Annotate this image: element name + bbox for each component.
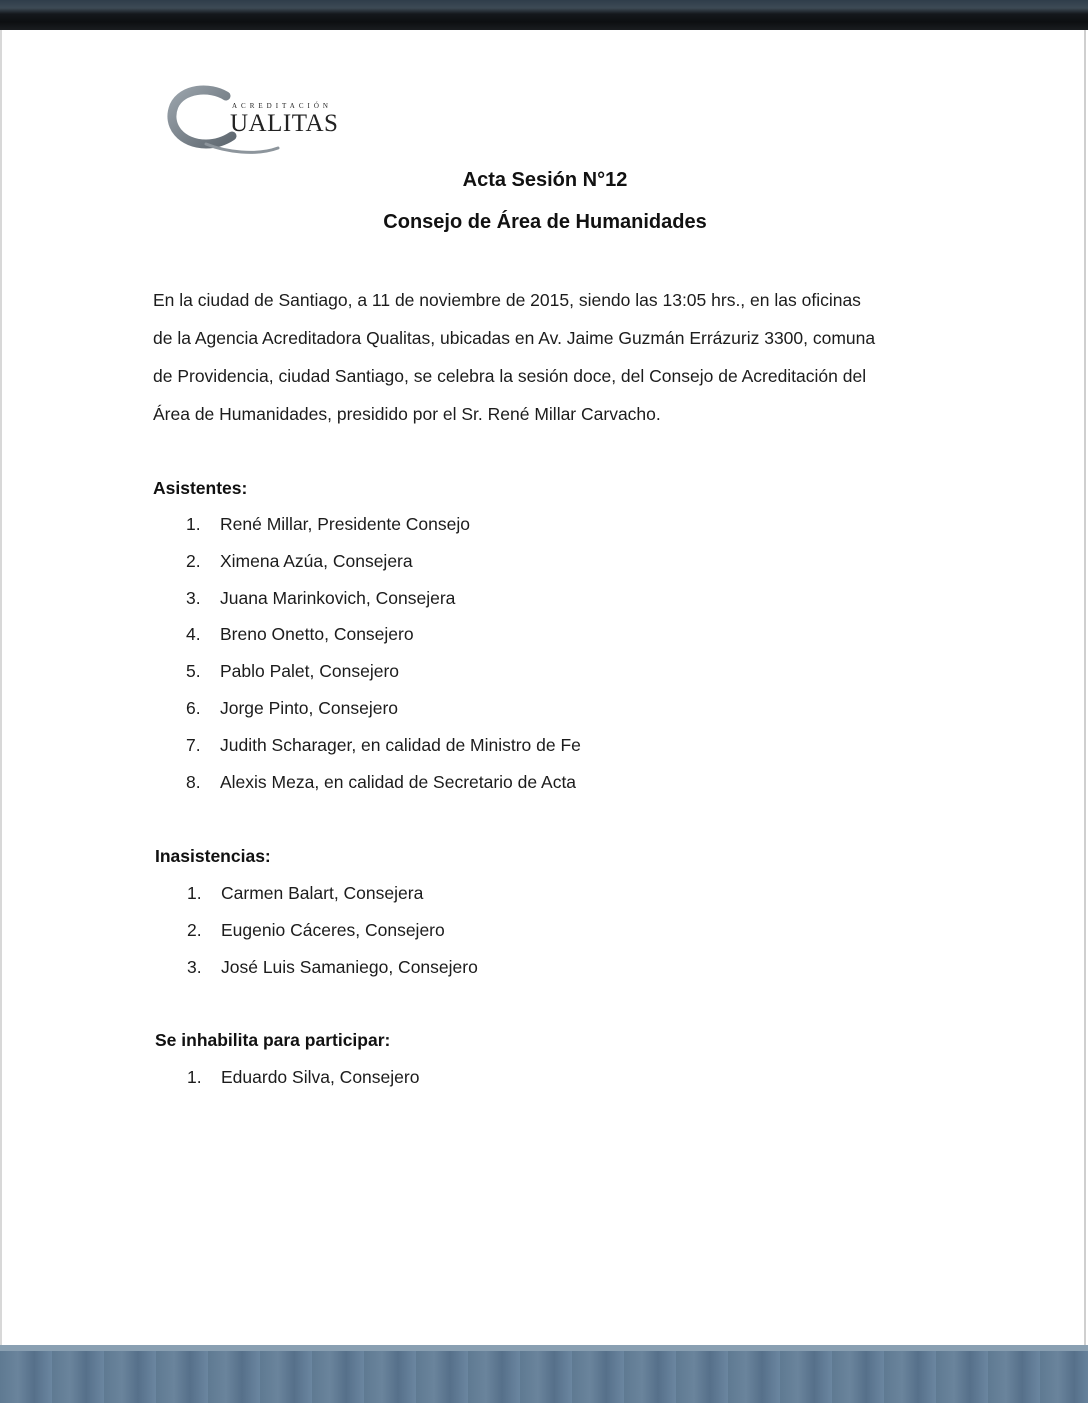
list-number: 1. bbox=[186, 514, 201, 534]
list-number: 1. bbox=[187, 883, 202, 903]
list-item bbox=[186, 514, 470, 535]
list-text: Carmen Balart, Consejera bbox=[221, 883, 424, 903]
list-number: 4. bbox=[186, 624, 201, 644]
list-number: 7. bbox=[186, 735, 201, 755]
list-text: Judith Scharager, en calidad de Ministro de Fe bbox=[220, 735, 581, 755]
list-number: 2. bbox=[187, 920, 202, 940]
intro-line-2: de la Agencia Acreditadora Qualitas, ubicadas en Av. Jaime Guzmán Errázuriz 3300, comuna bbox=[153, 328, 876, 348]
list-text: René Millar, Presidente Consejo bbox=[220, 514, 470, 534]
logo-small-text: ACREDITACIÓN bbox=[232, 102, 332, 110]
list-text: Alexis Meza, en calidad de Secretario de Acta bbox=[220, 772, 577, 792]
list-item bbox=[186, 735, 581, 756]
list-number: 3. bbox=[186, 588, 201, 608]
list-text: Jorge Pinto, Consejero bbox=[220, 698, 399, 718]
intro-line-3: de Providencia, ciudad Santiago, se celebra la sesión doce, del Consejo de Acreditación del bbox=[153, 366, 867, 386]
list-item bbox=[187, 957, 478, 978]
document-subtitle: Consejo de Área de Humanidades bbox=[383, 211, 707, 233]
list-number: 8. bbox=[186, 772, 201, 792]
list-text: Eugenio Cáceres, Consejero bbox=[221, 920, 445, 940]
scan-border-bottom bbox=[0, 1345, 1088, 1403]
list-item bbox=[186, 772, 576, 793]
logo-main-text: UALITAS bbox=[230, 110, 339, 137]
asistentes-heading: Asistentes: bbox=[153, 478, 248, 498]
list-text: José Luis Samaniego, Consejero bbox=[221, 957, 478, 977]
list-text: Eduardo Silva, Consejero bbox=[221, 1067, 420, 1087]
inasistencias-heading: Inasistencias: bbox=[155, 846, 271, 866]
intro-line-4: Área de Humanidades, presidido por el Sr. René Millar Carvacho. bbox=[153, 404, 661, 424]
list-item bbox=[186, 551, 413, 572]
inhabilitados-heading: Se inhabilita para participar: bbox=[155, 1030, 391, 1050]
list-item bbox=[187, 1067, 419, 1088]
list-number: 1. bbox=[187, 1067, 202, 1087]
list-number: 3. bbox=[187, 957, 202, 977]
list-item bbox=[186, 661, 399, 682]
list-number: 6. bbox=[186, 698, 201, 718]
document-title: Acta Sesión N°12 bbox=[462, 169, 628, 191]
scan-border-top bbox=[0, 0, 1088, 30]
intro-line-1: En la ciudad de Santiago, a 11 de noviembre de 2015, siendo las 13:05 hrs., en las oficinas bbox=[153, 290, 861, 310]
list-text: Breno Onetto, Consejero bbox=[220, 624, 414, 644]
list-number: 2. bbox=[186, 551, 201, 571]
list-text: Pablo Palet, Consejero bbox=[220, 661, 399, 681]
list-text: Juana Marinkovich, Consejera bbox=[220, 588, 456, 608]
list-item bbox=[187, 920, 445, 941]
list-number: 5. bbox=[186, 661, 201, 681]
list-item bbox=[186, 588, 455, 609]
list-item bbox=[186, 698, 398, 719]
list-item bbox=[186, 624, 414, 645]
list-item bbox=[187, 883, 423, 904]
qualitas-logo bbox=[166, 82, 346, 160]
list-text: Ximena Azúa, Consejera bbox=[220, 551, 413, 571]
